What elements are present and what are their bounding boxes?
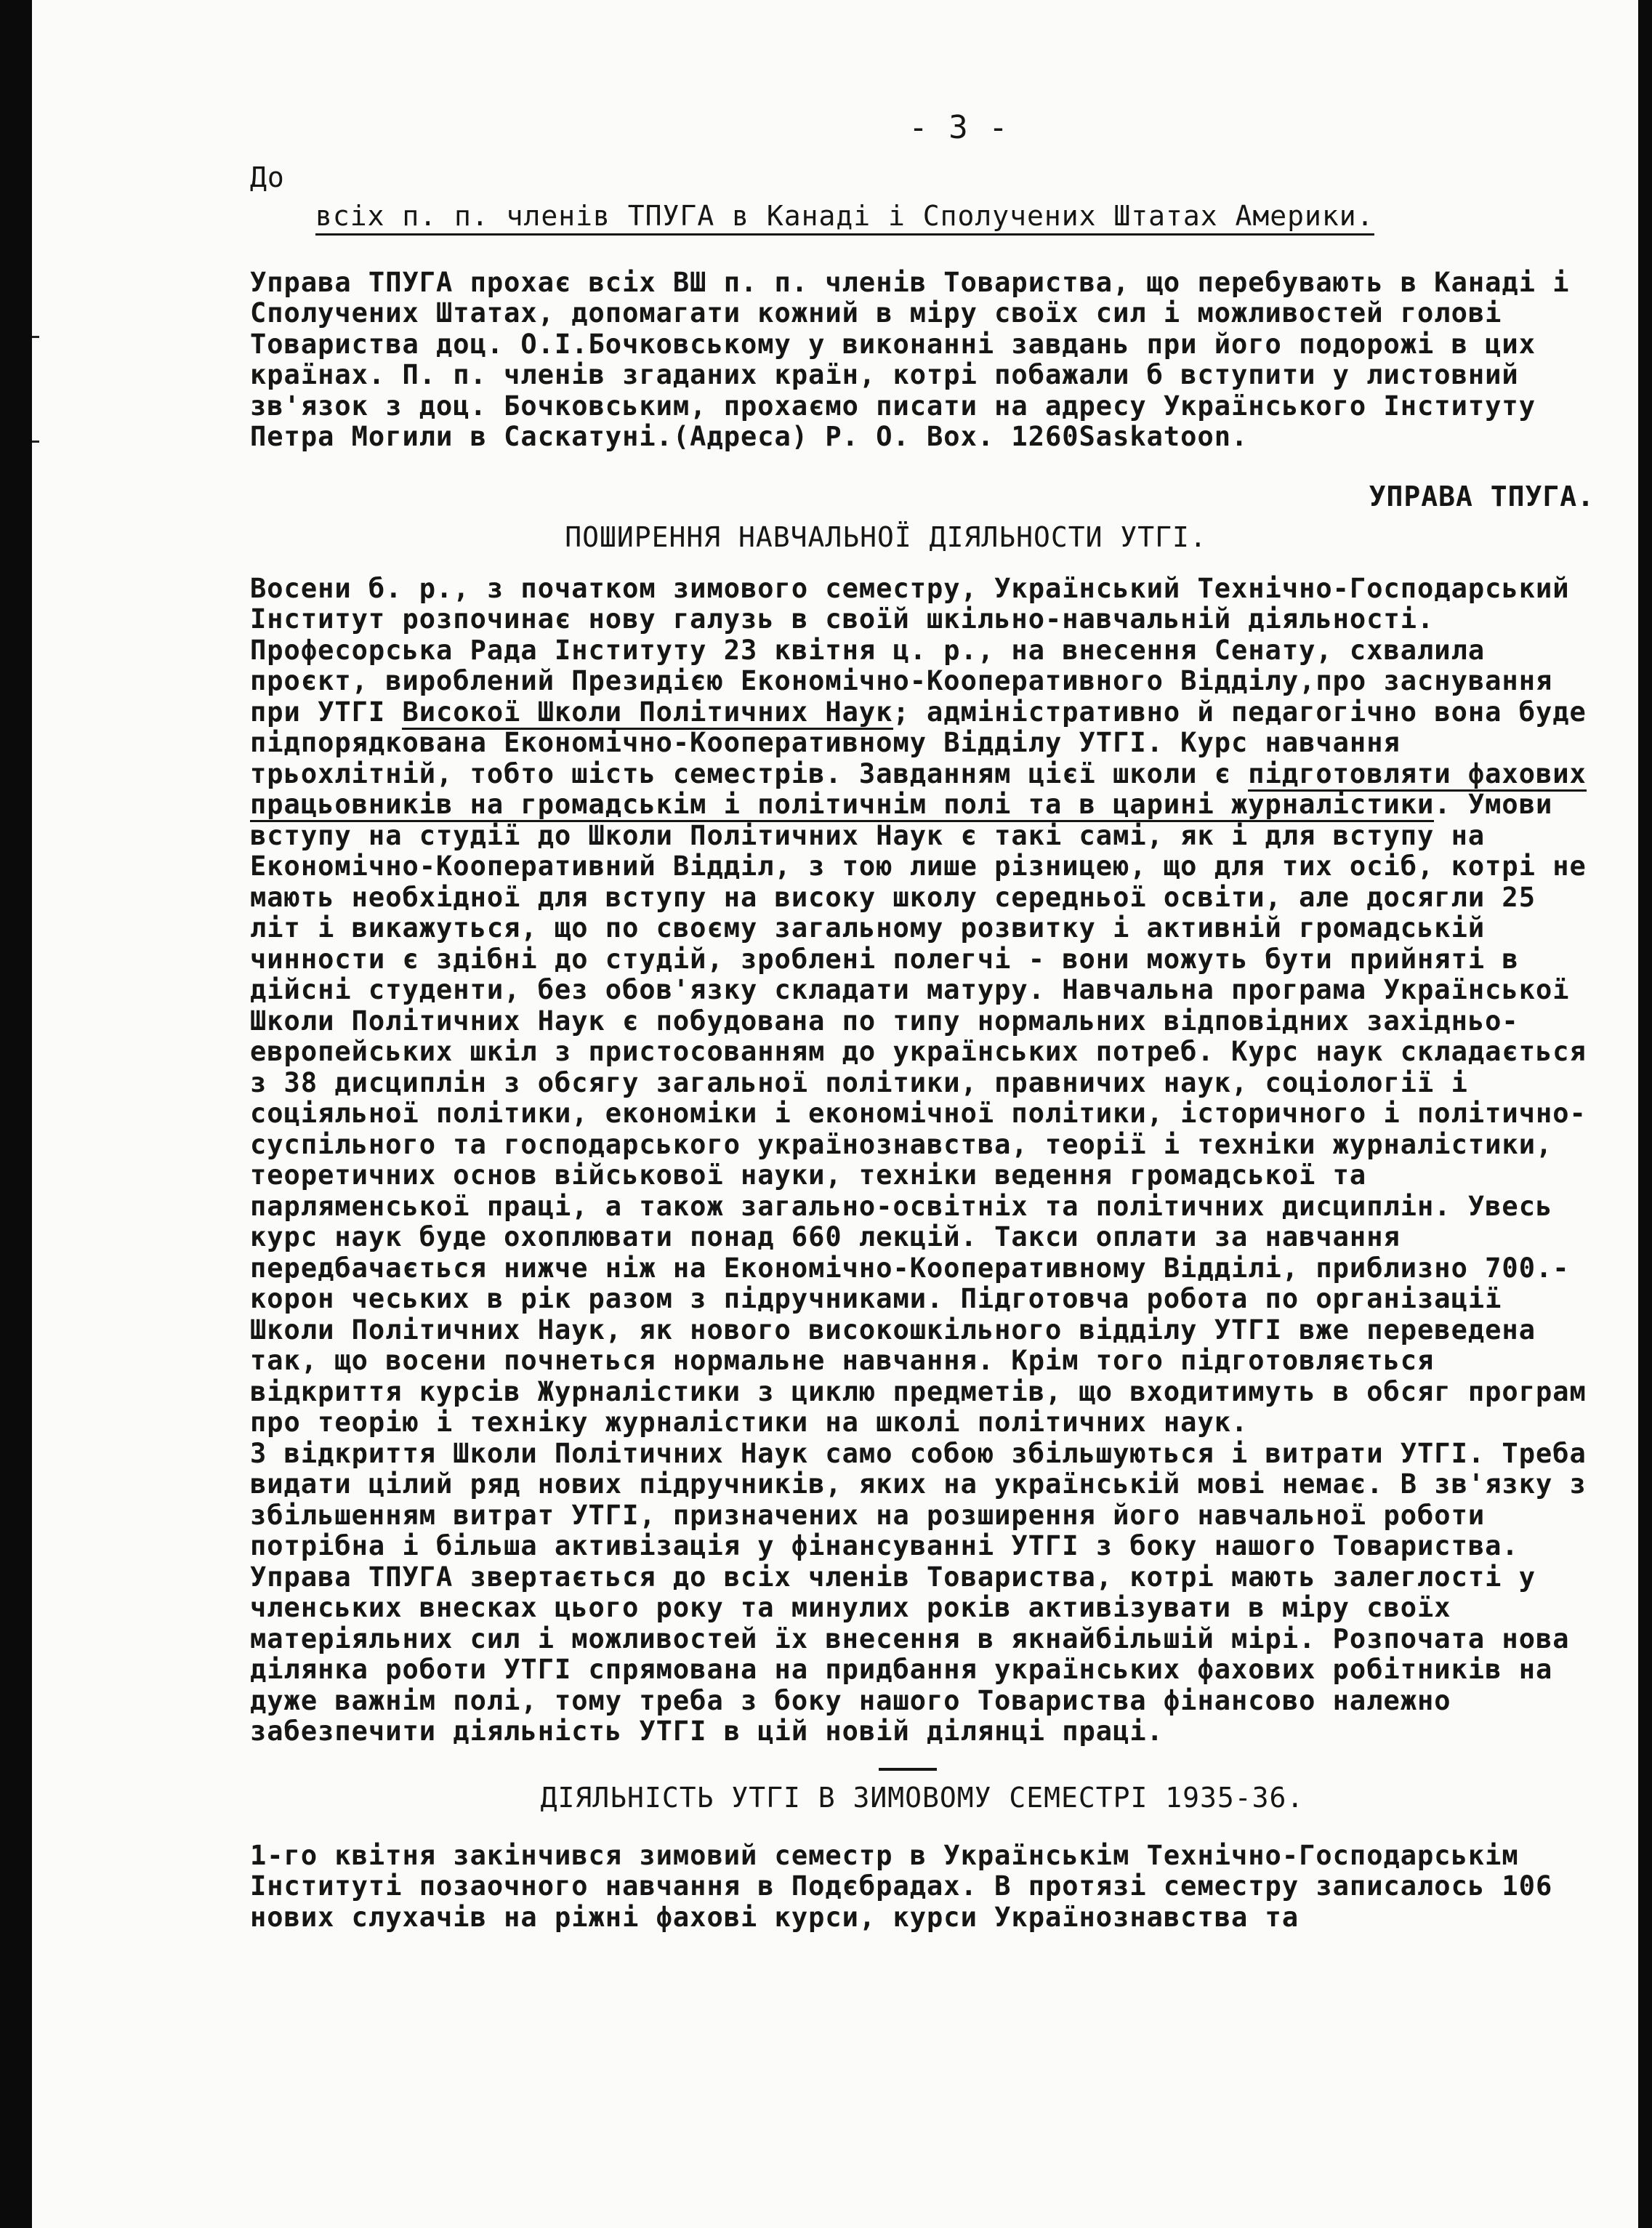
typed-page — [250, 109, 1595, 2203]
divider — [879, 1768, 937, 1771]
section-title: ДІЯЛЬНІСТЬ УТГІ В ЗИМОВОМУ СЕМЕСТРІ 1935-36. — [540, 1781, 1305, 1814]
paragraph-text: Восени б. р., з початком зимового семестру, Український Технічно-Господарський Інститут розпочинає нову галузь в своїй шкільно-навчальній діяльності. Професорська Рада Інституту 23 квітня ц. р., на внесення Сенату, схвалила проєкт, вироблений Президією Економічно-Кооперативного Відділу,про заснування при УТГІ — [250, 572, 1570, 728]
section-paragraph — [250, 1841, 1595, 1934]
signature: УПРАВА ТПУГА. — [1369, 480, 1595, 512]
paragraph-text: ; адміністративно й педагогічно вона буде підпорядкована Економічно-Кооперативному Відділу УТГІ. Курс навчання трьохлітній, тобто шість семестрів. Завданням цієї школи є — [250, 696, 1587, 789]
document-sheet — [32, 0, 1638, 2228]
scan-mark — [32, 336, 39, 338]
paragraph-text: 1-го квітня закінчився зимовий семестр в Українськім Технічно-Господарськім Інституті позаочного навчання в Подєбрадах. В протязі семестру записалось 106 нових слухачів на ріжні фахові курси, курси Українознавства та — [250, 1839, 1553, 1933]
addressee-text: всіх п. п. членів ТПУГА в Канаді і Сполучених Штатах Америки. — [315, 200, 1374, 236]
addressee-line — [315, 196, 1595, 236]
paragraph-text: З відкриття Школи Політичних Наук само собою збільшуються і витрати УТГІ. Треба видати цілий ряд нових підручників, яких на українській мові немає. В зв'язку з збільшенням витрат УТГІ, призначених на розширення його навчальної роботи потрібна і більша активізація у фінансуванні УТГІ з боку нашого Товариства. Управа ТПУГА звертається до всіх членів Товариства, котрі мають залеглості у членських внесках цього року та минулих років активізувати в міру своїх матеріяльних сил і можливостей їх внесення в якнайбільшій мірі. Розпочата нова ділянка роботи УТГІ спрямована на придбання українських фахових робітників на дуже важнім полі, тому треба з боку нашого Товариства фінансово належно забезпечити діяльність УТГІ в цій новій ділянці праці. — [250, 1437, 1587, 1747]
notice-paragraph — [250, 236, 1595, 453]
section-title: ПОШИРЕННЯ НАВЧАЛЬНОЇ ДІЯЛЬНОСТИ УТГІ. — [565, 520, 1207, 553]
section-paragraph — [250, 1439, 1595, 1748]
paragraph-text: . Умови вступу на студії до Школи Політичних Наук є такі самі, як і для вступу на Економічно-Кооперативний Відділ, з тою лише різницею, що для тих осіб, котрі не мають необхідної для вступу на високу школу середньої освіти, але досягли 25 літ і викажуться, що по своєму загальному розвитку і активній громадській чинности є здібні до студій, зроблені полегчі - вони можуть бути прийняті в дійсні студенти, без обов'язку складати матуру. Навчальна програма Української Школи Політичних Наук є побудована по типу нормальних відповідних західньо-европейських шкіл з пристосованням до українських потреб. Курс наук складається з 38 дисциплін з обсягу загальної політики, правничих наук, соціології і соціяльної політики, економіки і економічної політики, історичного і політично- суспільного та господарського українознавства, теорії і техніки журналістики, теоретичних основ військової науки, техніки ведення громадської та парляменської праці, а також загально-освітніх та політичних дисциплін. Увесь курс наук буде охоплювати понад 660 лекцій. Такси оплати за навчання передбачається нижче ніж на Економічно-Кооперативному Відділі, приблизно 700.- корон чеських в рік разом з підручниками. Підготовча робота по організації Школи Політичних Наук, як нового високошкільного відділу УТГІ вже переведена так, що восени почнеться нормальне навчання. Крім того підготовляється відкриття курсів Журналістики з циклю предметів, що входитимуть в обсяг програм про теорію і техніку журналістики на школі політичних наук. — [250, 789, 1587, 1438]
underlined-text: підготовляти фахових працьовників на громадськім і політичнім полі та в царині журналістики — [250, 758, 1587, 823]
page-number: - 3 - — [908, 109, 1009, 146]
addressee-to: До — [250, 161, 285, 193]
underlined-text: Високої Школи Політичних Наук — [402, 696, 893, 730]
section-paragraph — [250, 574, 1595, 1439]
notice-text: Управа ТПУГА прохає всіх ВШ п. п. членів Товариства, що перебувають в Канаді і Сполучених Штатах, допомагати кожний в міру своїх сил і можливостей голові Товариства доц. О.І.Бочковському у виконанні завдань при його подорожі в цих країнах. П. п. членів згаданих країн, котрі побажали б вступити у листовний зв'язок з доц. Бочковським, прохаємо писати на адресу Українського Інституту Петра Могили в Саскатуні.(Адреса) P. O. Box. 1260Saskatoon. — [250, 266, 1570, 452]
scan-mark — [32, 441, 39, 443]
